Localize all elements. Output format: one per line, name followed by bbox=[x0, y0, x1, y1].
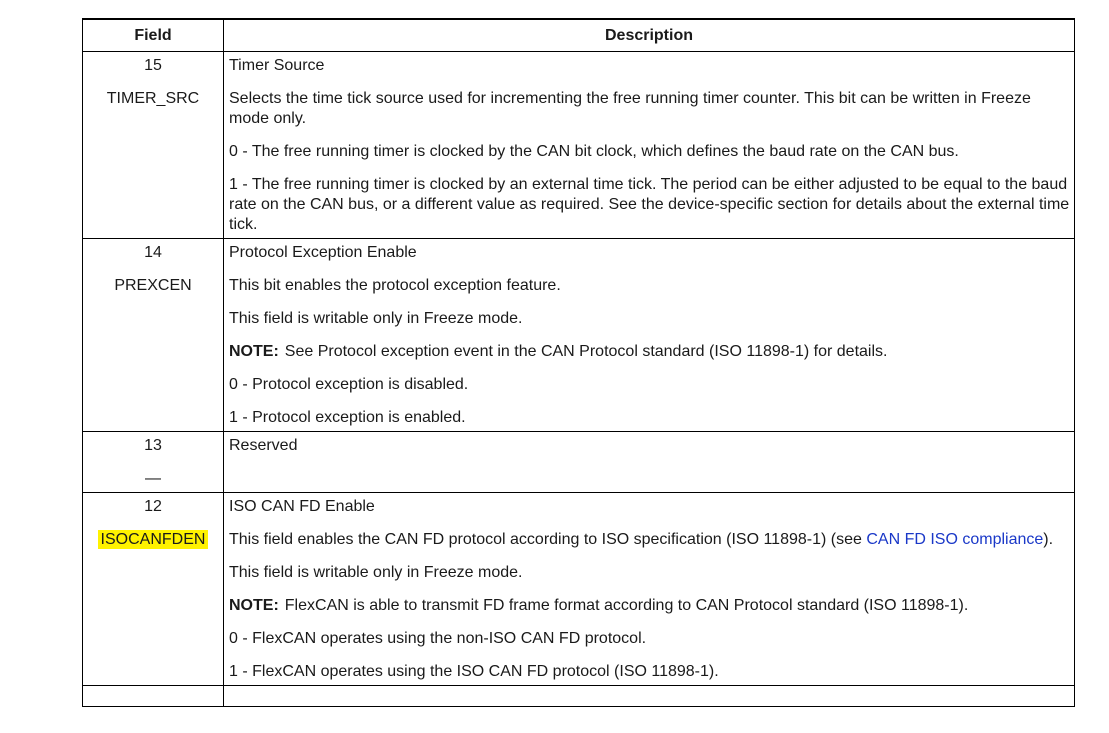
note-label: NOTE: bbox=[229, 343, 279, 360]
header-field: Field bbox=[83, 19, 224, 52]
description-cell bbox=[224, 432, 1075, 493]
register-field-table bbox=[82, 18, 1075, 707]
table-row-cutoff bbox=[83, 686, 1075, 707]
field-cell bbox=[83, 52, 224, 239]
field-bit: 14 bbox=[144, 244, 162, 261]
note-text: See Protocol exception event in the CAN Protocol standard (ISO 11898-1) for details. bbox=[284, 343, 888, 360]
field-cell bbox=[83, 493, 224, 686]
field-cell bbox=[83, 239, 224, 432]
field-bit: 15 bbox=[144, 57, 162, 74]
description-paragraph: This bit enables the protocol exception feature. bbox=[229, 277, 561, 294]
description-paragraph: This field is writable only in Freeze mode. bbox=[229, 310, 523, 327]
can-fd-iso-compliance-link[interactable]: CAN FD ISO compliance bbox=[866, 531, 1044, 548]
field-name: — bbox=[145, 470, 161, 487]
description-cell bbox=[224, 239, 1075, 432]
field-cell bbox=[83, 432, 224, 493]
field-bit: 13 bbox=[144, 437, 162, 454]
description-paragraph: 0 - FlexCAN operates using the non-ISO CAN FD protocol. bbox=[229, 630, 647, 647]
description-paragraph: 1 - FlexCAN operates using the ISO CAN FD protocol (ISO 11898-1). bbox=[229, 663, 719, 680]
description-paragraph: 0 - The free running timer is clocked by the CAN bit clock, which defines the baud rate on the CAN bus. bbox=[229, 143, 959, 160]
note-text: FlexCAN is able to transmit FD frame format according to CAN Protocol standard (ISO 11898-1). bbox=[284, 597, 969, 614]
field-bit: 12 bbox=[144, 498, 162, 515]
field-name-highlighted: ISOCANFDEN bbox=[98, 530, 209, 549]
table-row-isocanfden bbox=[83, 493, 1075, 686]
note-label: NOTE: bbox=[229, 597, 279, 614]
description-paragraph: 1 - The free running timer is clocked by an external time tick. The period can be either adjusted to be equal to the baud rate on the CAN bus, or a different value as required. See the device-specific section for details about the external time tick. bbox=[229, 176, 1070, 233]
field-name-wrapper bbox=[83, 526, 223, 553]
link-para-after: ). bbox=[1043, 531, 1054, 548]
header-description: Description bbox=[224, 19, 1075, 52]
description-paragraph: 0 - Protocol exception is disabled. bbox=[229, 376, 469, 393]
note-paragraph bbox=[224, 338, 1074, 365]
field-name: PREXCEN bbox=[114, 277, 192, 294]
description-title: ISO CAN FD Enable bbox=[229, 498, 375, 515]
description-paragraph-with-link bbox=[224, 526, 1074, 553]
table-row-prexcen bbox=[83, 239, 1075, 432]
description-paragraph: 1 - Protocol exception is enabled. bbox=[229, 409, 466, 426]
note-paragraph bbox=[224, 592, 1074, 619]
link-para-before: This field enables the CAN FD protocol according to ISO specification (ISO 11898-1) (see bbox=[229, 531, 867, 548]
description-cell bbox=[224, 493, 1075, 686]
description-paragraph: This field is writable only in Freeze mode. bbox=[229, 564, 523, 581]
table-row-reserved bbox=[83, 432, 1075, 493]
description-cell bbox=[224, 52, 1075, 239]
description-cell bbox=[224, 686, 1075, 707]
description-title: Reserved bbox=[229, 437, 298, 454]
description-title: Timer Source bbox=[229, 57, 325, 74]
description-paragraph: Selects the time tick source used for incrementing the free running timer counter. This bit can be written in Freeze mode only. bbox=[229, 90, 1031, 127]
field-name: TIMER_SRC bbox=[106, 90, 200, 107]
table-header-row bbox=[83, 19, 1075, 52]
description-title: Protocol Exception Enable bbox=[229, 244, 417, 261]
table-row-timer-src bbox=[83, 52, 1075, 239]
field-cell bbox=[83, 686, 224, 707]
